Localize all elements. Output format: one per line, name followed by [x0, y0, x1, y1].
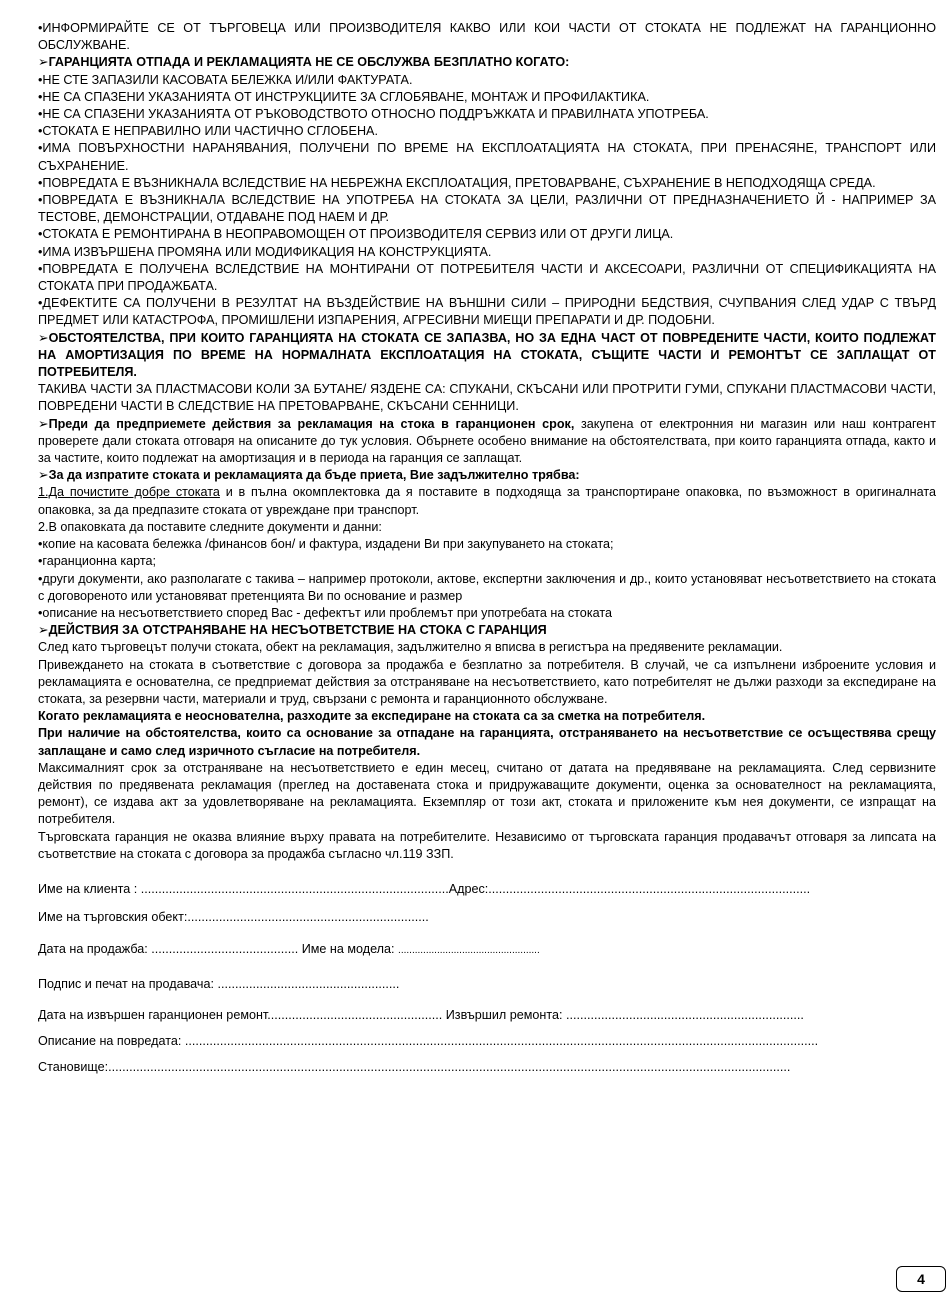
paragraph [38, 244, 936, 261]
paragraph [38, 295, 936, 329]
form-row-damage: Описание на повредата: ..................................................................................................................................................................................... [38, 1033, 819, 1048]
paragraph [38, 175, 936, 192]
paragraph-text: •НЕ СТЕ ЗАПАЗИЛИ КАСОВАТА БЕЛЕЖКА И/ИЛИ ФАКТУРАТА. [38, 72, 413, 87]
paragraph [38, 657, 936, 709]
paragraph-text: •гаранционна карта; [38, 554, 157, 569]
paragraph-lead: 1.Да почистите добре стоката [38, 485, 220, 500]
paragraph [38, 140, 936, 174]
paragraph [38, 192, 936, 226]
paragraph-text: и в пълна окомплектовка да я поставите в подходяща за транспортиране опаковка, по възможност в оригиналната опаковка, за да предпазите стоката от увреждане при транспорт. [38, 485, 936, 517]
arrow-bullet-icon: ➢ [38, 623, 49, 638]
paragraph [38, 330, 936, 382]
paragraph-text: •СТОКАТА Е НЕПРАВИЛНО ИЛИ ЧАСТИЧНО СГЛОБЕНА. [38, 124, 378, 139]
paragraph-text: Когато рекламацията е неоснователна, разходите за експедиране на стоката са за сметка на потребителя. [38, 709, 706, 724]
form-row-shop: Име на търговския обект:..................................................................... [38, 909, 429, 924]
paragraph-text: •ПОВРЕДАТА Е ПОЛУЧЕНА ВСЛЕДСТВИЕ НА МОНТИРАНИ ОТ ПОТРЕБИТЕЛЯ ЧАСТИ И АКСЕСОАРИ, РАЗЛИЧНИ ОТ СПЕЦИФИКАЦИЯТА НА СТОКАТА ПРИ ПРОДАЖБАТА. [38, 261, 936, 294]
paragraph-lead: Преди да предприемете действия за рекламация на стока в гаранционен срок, [48, 416, 575, 431]
paragraph-text: •копие на касовата бележка /финансов бон/ и фактура, издадени Ви при закупуването на стоката; [38, 537, 614, 552]
paragraph [38, 639, 936, 656]
paragraph-text: При наличие на обстоятелства, които са основание за отпадане на гаранцията, отстраняването на несъответствие се осъществява срещу заплащане и само след изричното съгласие на потребителя. [38, 726, 936, 758]
form-row-opinion: Становище:................................................................................................................................................................................................... [38, 1059, 791, 1074]
arrow-bullet-icon: ➢ [38, 330, 49, 345]
paragraph [38, 519, 936, 536]
paragraph-text: Търговската гаранция не оказва влияние върху правата на потребителите. Независимо от търговската гаранция продавачът отговаря за липсата на съответствие на стоката с договора за продажба съгласно чл.119 ЗЗП. [38, 829, 936, 861]
paragraph [38, 381, 936, 415]
paragraph-text: •ИМА ИЗВЪРШЕНА ПРОМЯНА ИЛИ МОДИФИКАЦИЯ НА КОНСТРУКЦИЯТА. [38, 244, 492, 259]
paragraph [38, 622, 936, 639]
paragraph-text: закупена от електронния ни магазин или наш контрагент проверете дали стоката отговаря на описаните до тук условия. Обърнете особено внимание на обстоятелствата, при които гаранцията отпада, както и за частите, които подлежат на амортизация и в периода на гаранция се заплащат. [38, 416, 936, 466]
paragraph [38, 467, 936, 484]
paragraph [38, 571, 936, 605]
paragraph [38, 553, 936, 570]
paragraph-text: ДЕЙСТВИЯ ЗА ОТСТРАНЯВАНЕ НА НЕСЪОТВЕТСТВИЕ НА СТОКА С ГАРАНЦИЯ [48, 623, 547, 638]
paragraph [38, 226, 936, 243]
form-row-client: Име на клиента : ........................................................................................Адрес:............................................................................................ [38, 881, 811, 896]
paragraph [38, 605, 936, 622]
paragraph [38, 484, 936, 518]
paragraph-text: 2.В опаковката да поставите следните документи и данни: [38, 519, 382, 534]
form-row-sale-date [38, 941, 936, 959]
paragraph [38, 760, 936, 829]
paragraph-text: ГАРАНЦИЯТА ОТПАДА И РЕКЛАМАЦИЯТА НЕ СЕ ОБСЛУЖВА БЕЗПЛАТНО КОГАТО: [48, 55, 570, 70]
warranty-text [38, 20, 936, 863]
paragraph [38, 829, 936, 863]
paragraph-text: Привеждането на стоката в съответствие с договора за продажба е безплатно за потребителя. В случай, че са изпълнени изброените условия и рекламацията е основателна, се предприемат действия за отстраняване на несъответствието, като потребителят не дължи разходи за експедиране на стоката, за резервни части, материали и труд, свързани с ремонта и гаранционното обслужване. [38, 657, 936, 706]
paragraph-text: След като търговецът получи стоката, обект на рекламация, задължително я вписва в регистъра на предявените рекламации. [38, 640, 783, 655]
paragraph [38, 72, 936, 89]
arrow-bullet-icon: ➢ [38, 416, 49, 431]
paragraph-text: •НЕ СА СПАЗЕНИ УКАЗАНИЯТА ОТ ИНСТРУКЦИИТЕ ЗА СГЛОБЯВАНЕ, МОНТАЖ И ПРОФИЛАКТИКА. [38, 89, 650, 104]
paragraph-text: ОБСТОЯТЕЛСТВА, ПРИ КОИТО ГАРАНЦИЯТА НА СТОКАТА СЕ ЗАПАЗВА, НО ЗА ЕДНА ЧАСТ ОТ ПОВРЕДЕНИТЕ ЧАСТИ, КОИТО ПОДЛЕЖАТ НА АМОРТИЗАЦИЯ ПО ВРЕМЕ НА НОРМАЛНАТА ЕКСПЛОАТАЦИЯ НА СТОКАТА, СЪЩИТЕ ЧАСТИ И РЕМОНТЪТ СЕ ЗАПЛАЩАТ ОТ ПОТРЕБИТЕЛЯ. [38, 330, 936, 380]
paragraph [38, 54, 936, 71]
model-dots: ................................................... [398, 944, 540, 956]
paragraph [38, 123, 936, 140]
paragraph-text: •ПОВРЕДАТА Е ВЪЗНИКНАЛА ВСЛЕДСТВИЕ НА НЕБРЕЖНА ЕКСПЛОАТАЦИЯ, ПРЕТОВАРВАНЕ, СЪХРАНЕНИЕ В НЕПОДХОДЯЩА СРЕДА. [38, 175, 876, 190]
arrow-bullet-icon: ➢ [38, 468, 49, 483]
paragraph [38, 416, 936, 468]
paragraph-text: •ИНФОРМИРАЙТЕ СЕ ОТ ТЪРГОВЕЦА ИЛИ ПРОИЗВОДИТЕЛЯ КАКВО ИЛИ КОИ ЧАСТИ ОТ СТОКАТА НЕ ПОДЛЕЖАТ НА ГАРАНЦИОННО ОБСЛУЖВАНЕ. [38, 21, 936, 53]
paragraph [38, 20, 936, 54]
paragraph-text: •описание на несъответствието според Вас - дефектът или проблемът при употребата на стоката [38, 605, 612, 620]
paragraph-text: Максималният срок за отстраняване на несъответствието е един месец, считано от датата на предявяване на рекламацията. След сервизните действия по предявената рекламация (преглед на доставената стока и придружаващите документи, оценка за основателност на рекламацията, ремонт), се издава акт за удовлетворяване на рекламацията. Екземпляр от този акт, стоката и приложените към нея документи, се изпращат на потребителя. [38, 760, 936, 827]
paragraph [38, 106, 936, 123]
paragraph-text: •ДЕФЕКТИТЕ СА ПОЛУЧЕНИ В РЕЗУЛТАТ НА ВЪЗДЕЙСТВИЕ НА ВЪНШНИ СИЛИ – ПРИРОДНИ БЕДСТВИЯ, СЧУПВАНИЯ СЛЕД УДАР С ТВЪРД ПРЕДМЕТ ИЛИ КАТАСТРОФА, ПРОМИШЛЕНИ ИЗПАРЕНИЯ, АГРЕСИВНИ МИЕЩИ ПРЕПАРАТИ И ДР. ПОДОБНИ. [38, 296, 936, 328]
warranty-form [38, 881, 936, 1076]
paragraph-text: •ПОВРЕДАТА Е ВЪЗНИКНАЛА ВСЛЕДСТВИЕ НА УПОТРЕБА НА СТОКАТА ЗА ЦЕЛИ, РАЗЛИЧНИ ОТ ПРЕДНАЗНАЧЕНИЕТО Й - НАПРИМЕР ЗА ТЕСТОВЕ, ДЕМОНСТРАЦИИ, ОТДАВАНЕ ПОД НАЕМ И ДР. [38, 193, 936, 225]
paragraph-text: ТАКИВА ЧАСТИ ЗА ПЛАСТМАСОВИ КОЛИ ЗА БУТАНЕ/ ЯЗДЕНЕ СА: СПУКАНИ, СКЪСАНИ ИЛИ ПРОТРИТИ ГУМИ, СПУКАНИ ПЛАСТМАСОВИ ЧАСТИ, ПОВРЕДЕНИ ЧАСТИ В СЛЕДСТВИЕ НА ПРЕТОВАРВАНЕ, СКЪСАНИ СЕННИЦИ. [38, 382, 936, 414]
paragraph [38, 536, 936, 553]
paragraph [38, 708, 936, 725]
paragraph [38, 725, 936, 759]
arrow-bullet-icon: ➢ [38, 55, 49, 70]
paragraph [38, 261, 936, 295]
form-row-signature: Подпис и печат на продавача: .................................................... [38, 976, 400, 991]
page-number: 4 [896, 1266, 946, 1292]
form-row-repair-date: Дата на извършен гаранционен ремонт.................................................. Извършил ремонта: .................................................................... [38, 1007, 804, 1022]
paragraph [38, 89, 936, 106]
paragraph-text: •НЕ СА СПАЗЕНИ УКАЗАНИЯТА ОТ РЪКОВОДСТВОТО ОТНОСНО ПОДДРЪЖКАТА И ПРАВИЛНАТА УПОТРЕБА. [38, 107, 709, 122]
paragraph-text: За да изпратите стоката и рекламацията да бъде приета, Вие задължително трябва: [48, 468, 580, 483]
paragraph-text: •други документи, ако разполагате с такива – например протоколи, актове, експертни заключения и др., които установяват несъответствието на стоката с договореното или установяват претенцията Ви по основание и размер [38, 571, 936, 603]
paragraph-text: •СТОКАТА Е РЕМОНТИРАНА В НЕОПРАВОМОЩЕН ОТ ПРОИЗВОДИТЕЛЯ СЕРВИЗ ИЛИ ОТ ДРУГИ ЛИЦА. [38, 227, 674, 242]
sale-date-and-model-label: Дата на продажба: .......................................... Име на модела: [38, 941, 399, 956]
document-page [38, 20, 936, 1076]
paragraph-text: •ИМА ПОВЪРХНОСТНИ НАРАНЯВАНИЯ, ПОЛУЧЕНИ ПО ВРЕМЕ НА ЕКСПЛОАТАЦИЯТА НА СТОКАТА, ПРИ ПРЕНАСЯНЕ, ТРАНСПОРТ ИЛИ СЪХРАНЕНИЕ. [38, 141, 936, 173]
